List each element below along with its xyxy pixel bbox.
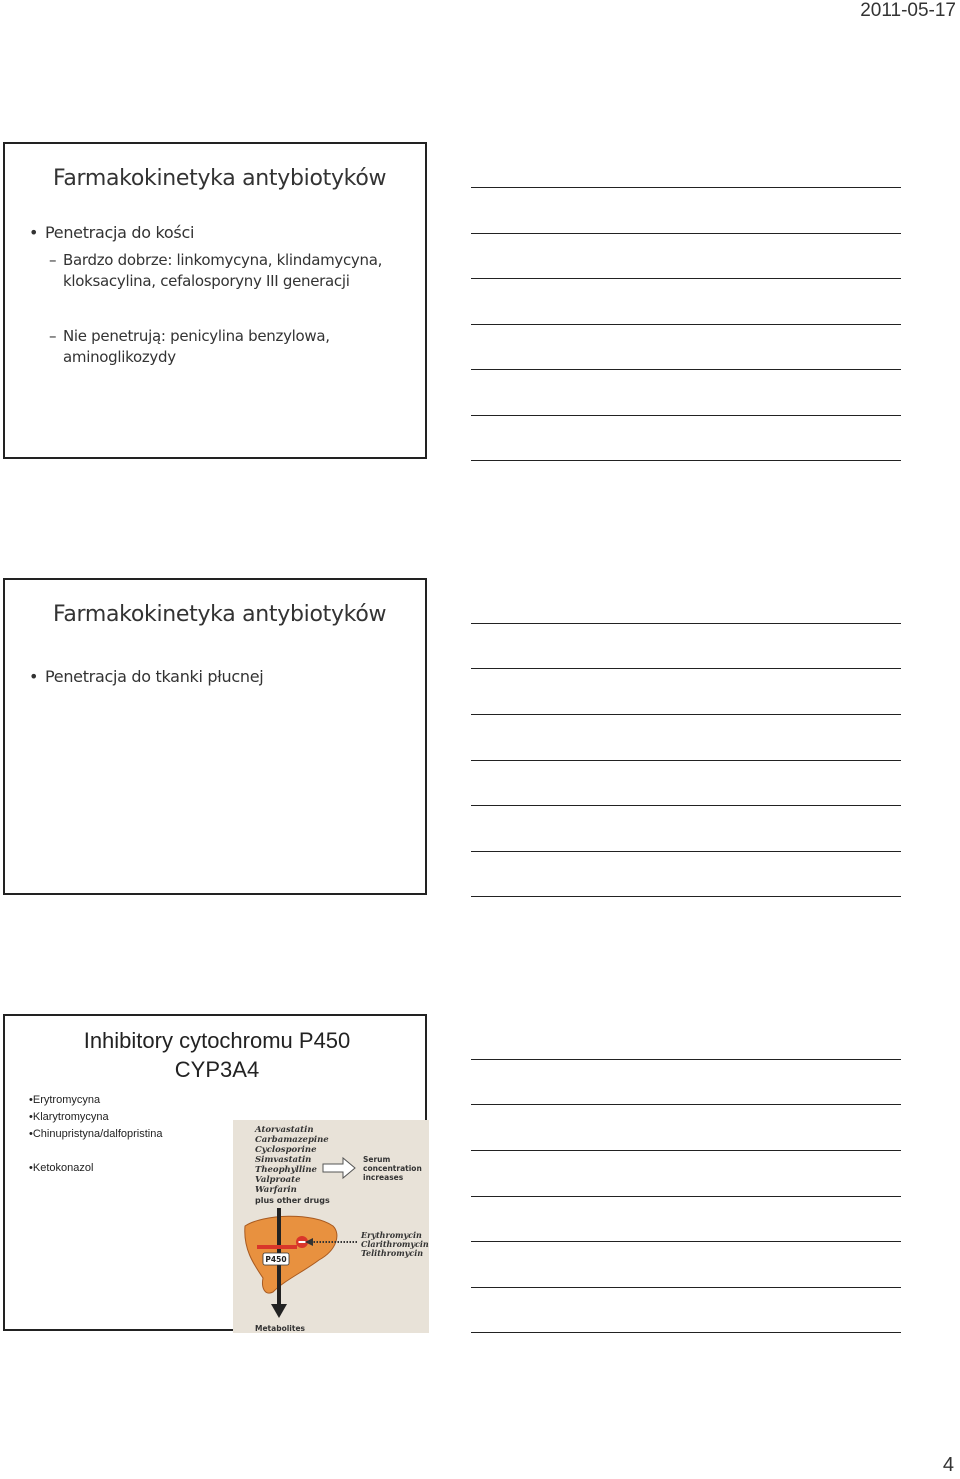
drug-name: Warfarin bbox=[255, 1185, 297, 1195]
notes-line bbox=[471, 460, 901, 461]
inhibitor-name: Clarithromycin bbox=[361, 1239, 429, 1249]
notes-line bbox=[471, 896, 901, 897]
notes-line bbox=[471, 805, 901, 806]
bullet-text: • Penetracja do tkanki płucnej bbox=[45, 667, 264, 686]
slide-2 bbox=[3, 578, 427, 895]
notes-line bbox=[471, 369, 901, 370]
inhibition-bar bbox=[257, 1245, 297, 1249]
print-date: 2011-05-17 bbox=[860, 0, 956, 21]
drug-name: Theophylline bbox=[255, 1165, 317, 1175]
subbullet-line: Nie penetrują: penicylina benzylowa, bbox=[63, 327, 330, 345]
notes-line bbox=[471, 623, 901, 624]
title-line: Inhibitory cytochromu P450 bbox=[83, 1028, 351, 1053]
notes-line bbox=[471, 760, 901, 761]
notes-line bbox=[471, 1332, 901, 1333]
slide-title: Farmakokinetyka antybiotyków bbox=[53, 166, 387, 191]
drug-name: Cyclosporine bbox=[255, 1145, 317, 1155]
metabolites-label: Metabolites bbox=[255, 1324, 305, 1333]
slide-title bbox=[5, 1026, 429, 1084]
slide-title: Farmakokinetyka antybiotyków bbox=[53, 602, 387, 627]
subbullet-line: Bardzo dobrze: linkomycyna, klindamycyna, bbox=[63, 251, 383, 269]
bullet-text: • Penetracja do kości bbox=[45, 223, 195, 242]
list-item: • Ketokonazol bbox=[29, 1160, 163, 1177]
notes-line bbox=[471, 415, 901, 416]
notes-line bbox=[471, 278, 901, 279]
minus-sign bbox=[299, 1241, 306, 1243]
subbullet-line: kloksacylina, cefalosporyny III generacji bbox=[63, 272, 350, 290]
subbullet bbox=[49, 326, 409, 368]
notes-line bbox=[471, 668, 901, 669]
subbullet bbox=[49, 250, 409, 292]
list-item: • Klarytromycyna bbox=[29, 1109, 163, 1126]
list-item: • Erytromycyna bbox=[29, 1092, 163, 1109]
page-number: 4 bbox=[942, 1454, 954, 1476]
drug-name: Carbamazepine bbox=[255, 1135, 329, 1145]
cyp3a4-figure bbox=[233, 1120, 429, 1333]
notes-line bbox=[471, 1059, 901, 1060]
slide-3 bbox=[3, 1014, 427, 1331]
drug-name: plus other drugs bbox=[255, 1196, 330, 1205]
result-text: Serum bbox=[363, 1155, 391, 1164]
list-item: • Chinupristyna/dalfopristina bbox=[29, 1126, 163, 1143]
title-line: CYP3A4 bbox=[174, 1057, 260, 1082]
inhibitor-name: Erythromycin bbox=[361, 1230, 422, 1240]
notes-line bbox=[471, 187, 901, 188]
subbullet-line: aminoglikozydy bbox=[63, 348, 176, 366]
notes-line bbox=[471, 1287, 901, 1288]
notes-line bbox=[471, 324, 901, 325]
drug-name: Valproate bbox=[255, 1175, 301, 1185]
drug-name: Simvastatin bbox=[255, 1155, 312, 1165]
dash-marker: – bbox=[49, 327, 57, 345]
bullet bbox=[29, 222, 194, 243]
slide-1 bbox=[3, 142, 427, 459]
notes-line bbox=[471, 233, 901, 234]
notes-line bbox=[471, 1104, 901, 1105]
notes-line bbox=[471, 1196, 901, 1197]
notes-line bbox=[471, 1150, 901, 1151]
inhibitor-list bbox=[29, 1092, 163, 1177]
notes-line bbox=[471, 1241, 901, 1242]
result-text: concentration bbox=[363, 1164, 422, 1173]
bullet bbox=[29, 666, 263, 687]
notes-line bbox=[471, 714, 901, 715]
drug-name: Atorvastatin bbox=[255, 1125, 314, 1135]
dash-marker: – bbox=[49, 251, 57, 269]
notes-line bbox=[471, 851, 901, 852]
inhibitor-name: Telithromycin bbox=[361, 1248, 424, 1258]
result-text: increases bbox=[363, 1173, 404, 1182]
p450-label: P450 bbox=[265, 1255, 287, 1264]
